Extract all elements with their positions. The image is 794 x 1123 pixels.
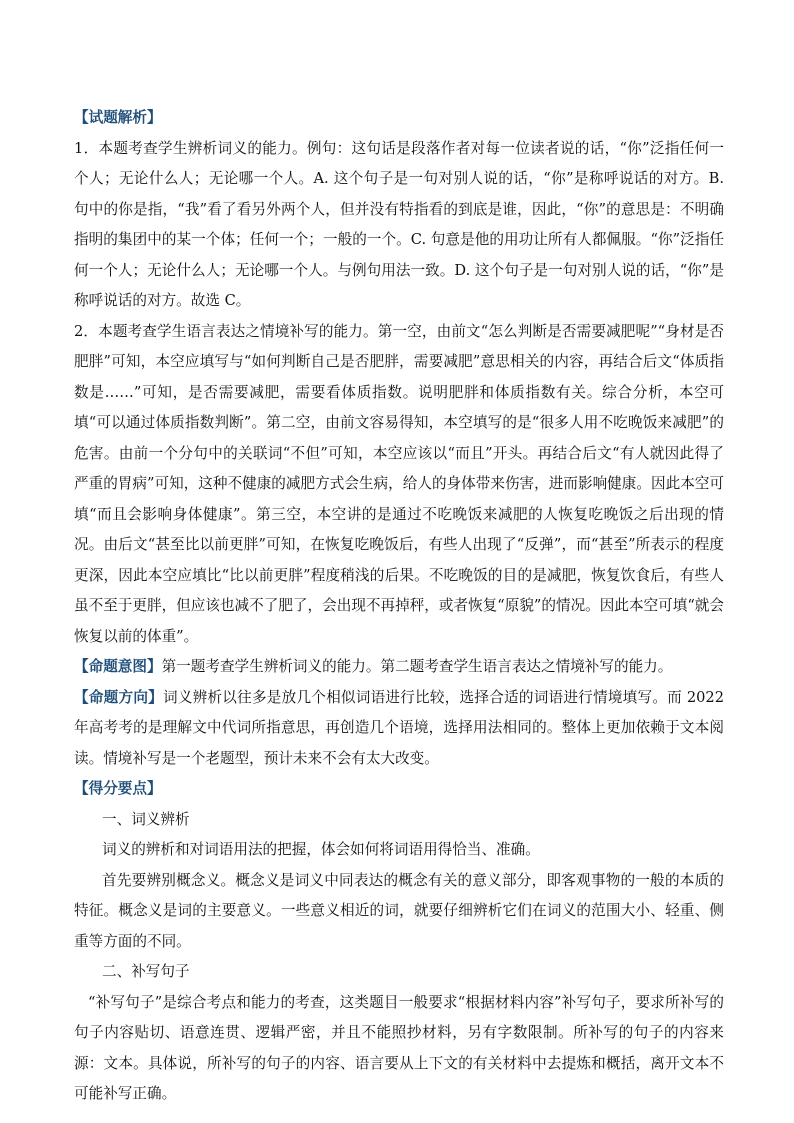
intent-label: 【命题意图】 <box>74 658 162 675</box>
question-1-explanation: 1．本题考查学生辨析词义的能力。例句：这句话是段落作者对每一位读者说的话，“你”泛指任何一个人；无论什么人；无论哪一个人。A. 这个句子是一句对别人说的话，“你”是称呼说话的对方。B. 句中的你是指，“我”看了看另外两个人，但并没有特指看的到底是谁，因此，“你”的意思是：不明确指明的集团中的某一个体；任何一个；一般的一个。C. 句意是他的用功让所有人都佩服。“你”泛指任何一个人；无论什么人；无论哪一个人。与例句用法一致。D. 这个句子是一句对别人说的话，“你”是称呼说话的对方。故选 C。 <box>74 139 724 309</box>
subsection-1-para-1: 词义的辨析和对词语用法的把握，体会如何将词语用得恰当、准确。 <box>102 841 540 858</box>
direction-text: 词义辨析以往多是放几个相似词语进行比较，选择合适的词语进行情境填写。而 2022 年高考考的是理解文中代词所指意思，再创造几个语境，选择用法相同的。整体上更加依赖于文本阅读。情境补写是一个老题型，预计未来不会有太大改变。 <box>74 688 724 767</box>
question-2-explanation: 2．本题考查学生语言表达之情境补写的能力。第一空，由前文“怎么判断是否需要减肥呢”“身材是否肥胖”可知，本空应填写与“如何判断自己是否肥胖，需要减肥”意思相关的内容，再结合后文“体质指数是……”可知，是否需要减肥，需要看体质指数。说明肥胖和体质指数有关。综合分析，本空可填“可以通过体质指数判断”。第二空，由前文容易得知，本空填写的是“很多人用不吃晚饭来减肥”的危害。由前一个分句中的关联词“不但”可知，本空应该以“而且”开头。再结合后文“有人就因此得了严重的胃病”可知，这种不健康的减肥方式会生病，给人的身体带来伤害，进而影响健康。因此本空可填“而且会影响身体健康”。第三空，本空讲的是通过不吃晚饭来减肥的人恢复吃晚饭之后出现的情况。由后文“甚至比以前更胖”可知，在恢复吃晚饭后，有些人出现了“反弹”，而“甚至”所表示的程度更深，因此本空应填比“比以前更胖”程度稍浅的后果。不吃晚饭的目的是减肥，恢复饮食后，有些人虽不至于更胖，但应该也减不了肥了，会出现不再掉秤，或者恢复“原貌”的情况。因此本空可填“就会恢复以前的体重”。 <box>74 322 724 645</box>
direction-paragraph <box>74 683 724 775</box>
analysis-heading: 【试题解析】 <box>74 109 162 126</box>
points-heading: 【得分要点】 <box>74 780 162 797</box>
intent-text: 第一题考查学生辨析词义的能力。第二题考查学生语言表达之情境补写的能力。 <box>161 658 673 675</box>
subsection-2-title: 二、补写句子 <box>102 963 190 980</box>
subsection-2-para-1: “补写句子”是综合考点和能力的考查，这类题目一般要求“根据材料内容”补写句子，要求所补写的句子内容贴切、语意连贯、逻辑严密，并且不能照抄材料，另有字数限制。所补写的句子的内容来源：文本。具体说，所补写的句子的内容、语言要从上下文的有关材料中去提炼和概括，离开文本不可能补写正确。 <box>74 993 724 1102</box>
subsection-1-para-2: 首先要辨别概念义。概念义是词义中同表达的概念有关的意义部分，即客观事物的一般的本质的特征。概念义是词的主要意义。一些意义相近的词，就要仔细辨析它们在词义的范围大小、轻重、侧重等方面的不同。 <box>74 871 724 950</box>
direction-label: 【命题方向】 <box>74 688 163 706</box>
subsection-1-title: 一、词义辨析 <box>102 810 190 828</box>
intent-paragraph <box>74 652 724 683</box>
document-body <box>74 103 724 1110</box>
